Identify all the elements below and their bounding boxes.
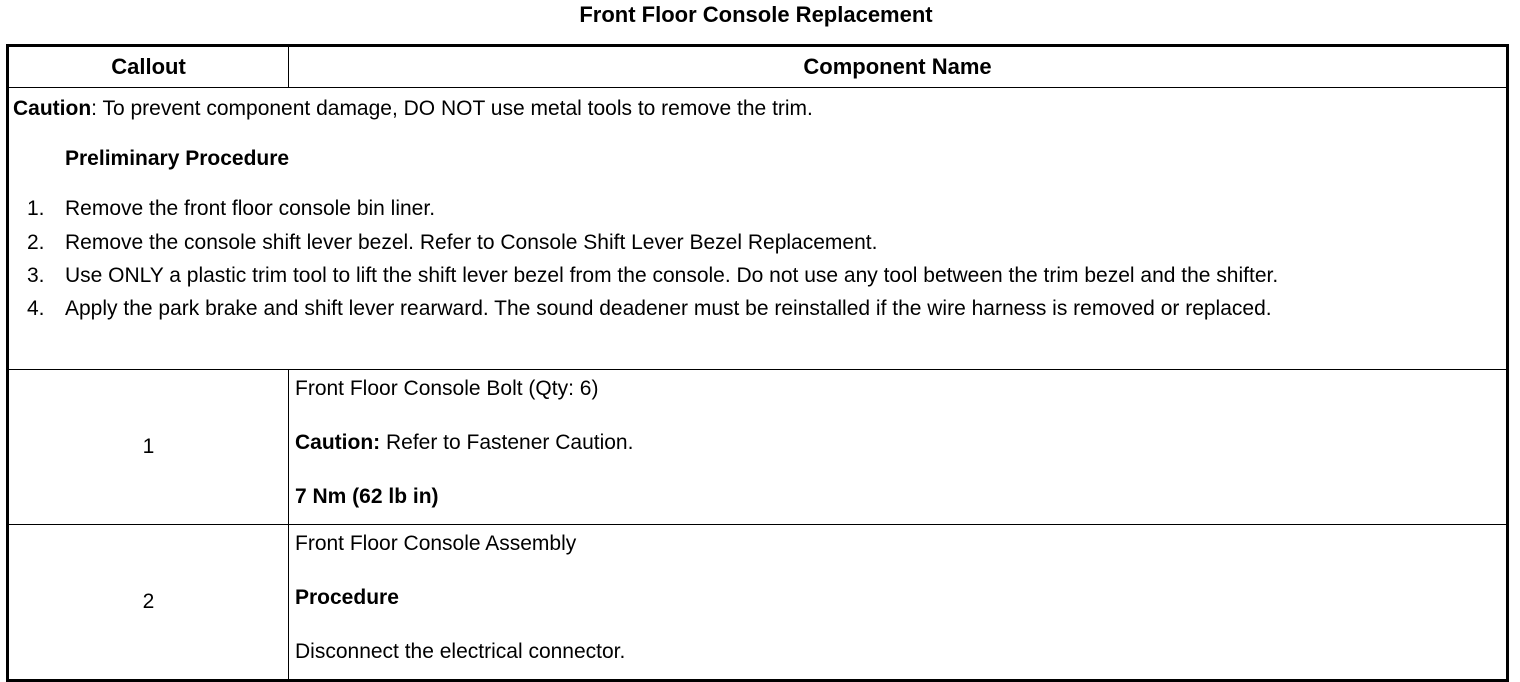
list-item (13, 262, 1502, 290)
callout-number: 2 (8, 525, 289, 681)
list-item (13, 194, 1502, 224)
procedure-label: Procedure (295, 586, 399, 609)
step-number: 3. (27, 264, 45, 287)
table-header-row (8, 46, 1508, 88)
list-item (13, 294, 1502, 324)
component-caution-text: Refer to Fastener Caution. (380, 431, 634, 454)
torque-spec: 7 Nm (62 lb in) (295, 485, 439, 508)
component-name-column-header: Component Name (289, 46, 1508, 88)
caution-colon: : (91, 97, 97, 120)
caution-label: Caution (13, 97, 92, 120)
caution-row (8, 88, 1508, 370)
caution-statement (13, 94, 1502, 124)
caution-cell (8, 88, 1508, 370)
step-text: Use ONLY a plastic trim tool to lift the shift lever bezel from the console. Do not use any tool between the trim bezel and the shifter. (65, 264, 1279, 287)
caution-text: To prevent component damage, DO NOT use metal tools to remove the trim. (97, 97, 813, 120)
component-caution (295, 428, 1498, 458)
component-name: Front Floor Console Bolt (Qty: 6) (295, 377, 599, 400)
table-row (8, 370, 1508, 525)
component-caution-label: Caution: (295, 431, 381, 454)
step-text: Remove the front floor console bin liner. (65, 197, 436, 220)
callout-number: 1 (8, 370, 289, 525)
step-text: Apply the park brake and shift lever rearward. The sound deadener must be reinstalled if the wire harness is removed or replaced. (65, 297, 1272, 320)
callout-column-header: Callout (8, 46, 289, 88)
component-name-cell (289, 525, 1508, 681)
list-item (13, 228, 1502, 258)
step-text: Remove the console shift lever bezel. Refer to Console Shift Lever Bezel Replacement. (65, 231, 878, 254)
component-name: Front Floor Console Assembly (295, 532, 577, 555)
preliminary-procedure-title: Preliminary Procedure (65, 147, 290, 170)
step-number: 1. (27, 197, 45, 220)
component-name-cell (289, 370, 1508, 525)
step-number: 2. (27, 231, 45, 254)
step-number: 4. (27, 297, 45, 320)
document-title: Front Floor Console Replacement (579, 2, 933, 27)
procedure-table (6, 44, 1509, 682)
table-row (8, 525, 1508, 681)
preliminary-steps-list (13, 194, 1502, 324)
procedure-text: Disconnect the electrical connector. (295, 640, 626, 663)
